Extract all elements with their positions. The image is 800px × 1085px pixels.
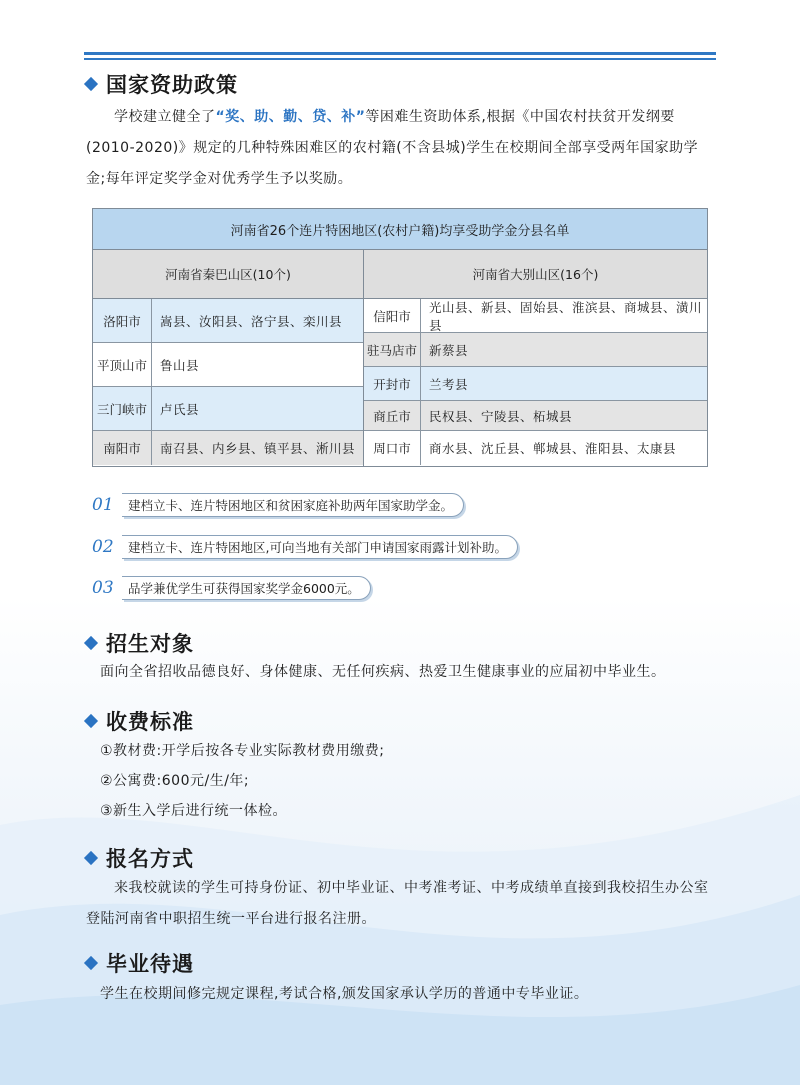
table-row: [93, 387, 363, 431]
counties-cell: 鲁山县: [160, 357, 200, 373]
table-title: 河南省26个连片特困地区(农村户籍)均享受助学金分县名单: [93, 209, 707, 250]
counties-cell: 嵩县、汝阳县、洛宁县、栾川县: [160, 313, 343, 329]
subsidy-county-table: [92, 208, 708, 467]
note-item: [92, 535, 518, 559]
header-rule-top: [84, 52, 716, 55]
section-title-text: 毕业待遇: [106, 952, 194, 976]
city-cell: 周口市: [364, 431, 421, 465]
diamond-bullet-icon: [84, 956, 98, 970]
note-number: 02: [92, 537, 114, 557]
counties-cell: 商水县、沈丘县、郸城县、淮阳县、太康县: [429, 441, 677, 456]
table-row: [364, 401, 707, 431]
table-row: [364, 367, 707, 401]
section-title-text: 报名方式: [106, 847, 194, 871]
note-number: 03: [92, 578, 114, 598]
table-header-qinba: 河南省秦巴山区(10个): [93, 250, 363, 299]
table-header-dabie: 河南省大别山区(16个): [364, 250, 707, 299]
counties-cell: 兰考县: [429, 376, 469, 392]
city-cell: 洛阳市: [93, 299, 152, 342]
fee-item: ②公寓费:600元/生/年;: [100, 773, 250, 789]
table-row: [364, 299, 707, 333]
city-cell: 南阳市: [93, 431, 152, 465]
diamond-bullet-icon: [84, 714, 98, 728]
city-cell: 驻马店市: [364, 333, 421, 366]
table-row: [93, 431, 363, 465]
counties-cell: 光山县、新县、固始县、淮滨县、商城县、潢川县: [429, 299, 703, 333]
table-left-column: [93, 299, 363, 465]
diamond-bullet-icon: [84, 77, 98, 91]
counties-cell: 南召县、内乡县、镇平县、淅川县: [160, 441, 356, 456]
section-title-enrollment-target: [86, 627, 194, 659]
financial-aid-paragraph: [86, 102, 716, 195]
counties-cell: 民权县、宁陵县、柘城县: [429, 408, 573, 424]
header-rule-bottom: [84, 58, 716, 60]
fee-item: ③新生入学后进行统一体检。: [100, 803, 288, 819]
table-right-column: [364, 299, 707, 465]
paragraph-text: 学校建立健全了: [114, 109, 216, 125]
table-row: [93, 343, 363, 387]
table-row: [364, 333, 707, 367]
section-title-graduation: [86, 947, 194, 979]
highlight-text: “奖、助、勤、贷、补”: [215, 109, 366, 125]
note-text: 建档立卡、连片特困地区,可向当地有关部门申请国家雨露计划补助。: [122, 535, 518, 559]
registration-text: 来我校就读的学生可持身份证、初中毕业证、中考准考证、中考成绩单直接到我校招生办公室登陆河南省中职招生统一平台进行报名注册。: [86, 880, 709, 927]
city-cell: 开封市: [364, 367, 421, 400]
enrollment-target-text: 面向全省招收品德良好、身体健康、无任何疾病、热爱卫生健康事业的应届初中毕业生。: [100, 664, 666, 680]
city-cell: 三门峡市: [93, 387, 152, 430]
section-title-text: 招生对象: [106, 632, 194, 656]
counties-cell: 卢氏县: [160, 401, 200, 417]
section-title-text: 收费标准: [106, 710, 194, 734]
section-title-fees: [86, 705, 194, 737]
table-row: [93, 299, 363, 343]
city-cell: 信阳市: [364, 299, 421, 332]
section-title-registration: [86, 842, 194, 874]
city-cell: 平顶山市: [93, 343, 152, 386]
diamond-bullet-icon: [84, 851, 98, 865]
counties-cell: 新蔡县: [429, 342, 469, 358]
note-text: 品学兼优学生可获得国家奖学金6000元。: [122, 576, 371, 600]
note-item: [92, 576, 371, 600]
fee-item: ①教材费:开学后按各专业实际教材费用缴费;: [100, 743, 385, 759]
graduation-text: 学生在校期间修完规定课程,考试合格,颁发国家承认学历的普通中专毕业证。: [100, 986, 589, 1002]
table-row: [364, 431, 707, 465]
city-cell: 商丘市: [364, 401, 421, 430]
paragraph-text: 等困难生资助体系,根据《中国农村扶贫开发纲要(2010-2020)》规定的几种特殊困难区的农村籍(不含县城)学生在校期间全部享受两年国家助学金;每年评定奖学金对优秀学生予以奖励。: [86, 109, 699, 187]
section-title-financial-aid: [86, 68, 238, 100]
note-item: [92, 493, 464, 517]
note-text: 建档立卡、连片特困地区和贫困家庭补助两年国家助学金。: [122, 493, 464, 517]
note-number: 01: [92, 495, 114, 515]
section-title-text: 国家资助政策: [106, 73, 238, 97]
diamond-bullet-icon: [84, 636, 98, 650]
